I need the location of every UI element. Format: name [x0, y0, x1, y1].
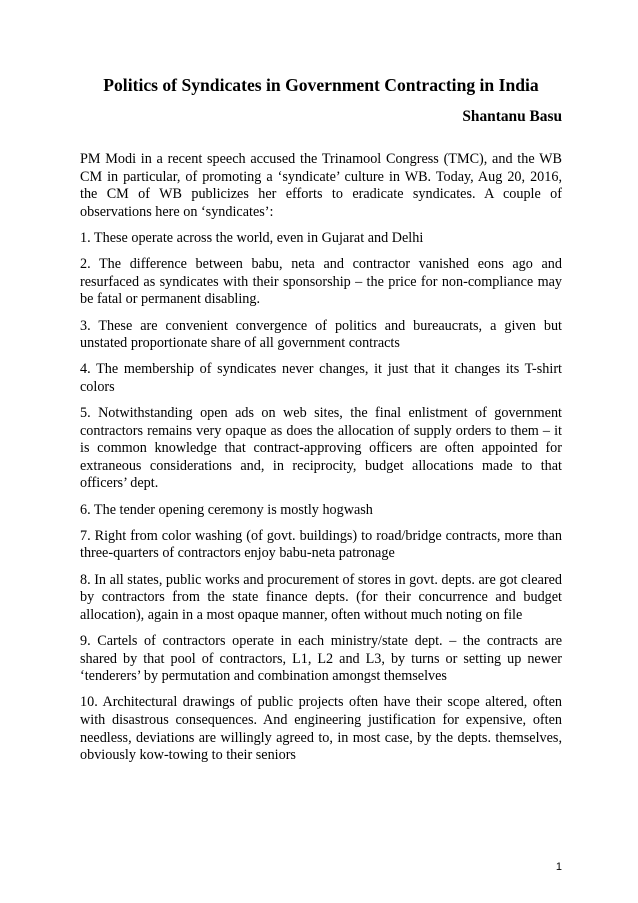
author-name: Shantanu Basu — [462, 108, 562, 125]
point-10: 10. Architectural drawings of public projects often have their scope altered, often with disastrous consequences. And engineering justification for expensive, often needless, deviations are willingly agreed to, in most case, by the depts. themselves, obviously kow-towing to their seniors — [80, 694, 562, 764]
point-2: 2. The difference between babu, neta and contractor vanished eons ago and resurfaced as syndicates with their sponsorship – the price for non-compliance may be fatal or permanent disabling. — [80, 256, 562, 308]
point-4: 4. The membership of syndicates never changes, it just that it changes its T-shirt colors — [80, 361, 562, 395]
document-title: Politics of Syndicates in Government Contracting in India — [103, 75, 539, 95]
point-1: 1. These operate across the world, even in Gujarat and Delhi — [80, 229, 424, 246]
point-9: 9. Cartels of contractors operate in each ministry/state dept. – the contracts are shared by that pool of contractors, L1, L2 and L3, by turns or setting up newer ‘tenderers’ by permutation and combination amongst themselves — [80, 633, 562, 685]
point-3: 3. These are convenient convergence of politics and bureaucrats, a given but unstated proportionate share of all government contracts — [80, 317, 562, 352]
point-6: 6. The tender opening ceremony is mostly hogwash — [80, 501, 373, 518]
intro-paragraph: PM Modi in a recent speech accused the Trinamool Congress (TMC), and the WB CM in particular, of promoting a ‘syndicate’ culture in WB. Today, Aug 20, 2016, the CM of WB publicizes her efforts to eradicate syndicates. A couple of observations here on ‘syndicates’: — [80, 151, 562, 220]
point-8: 8. In all states, public works and procurement of stores in govt. depts. are got cleared by contractors from the state finance depts. (for their concurrence and budget allocation), again in a most opaque manner, often without much noting on file — [80, 571, 562, 623]
point-7: 7. Right from color washing (of govt. buildings) to road/bridge contracts, more than three-quarters of contractors enjoy babu-neta patronage — [80, 527, 562, 562]
page-number: 1 — [555, 861, 562, 873]
document-body — [80, 151, 562, 773]
point-5: 5. Notwithstanding open ads on web sites, the final enlistment of government contractors remains very opaque as does the allocation of supply orders to them – it is common knowledge that contract-approving officers are often appointed for extraneous considerations and, in reciprocity, budget allocations made to that officers’ dept. — [80, 405, 562, 492]
